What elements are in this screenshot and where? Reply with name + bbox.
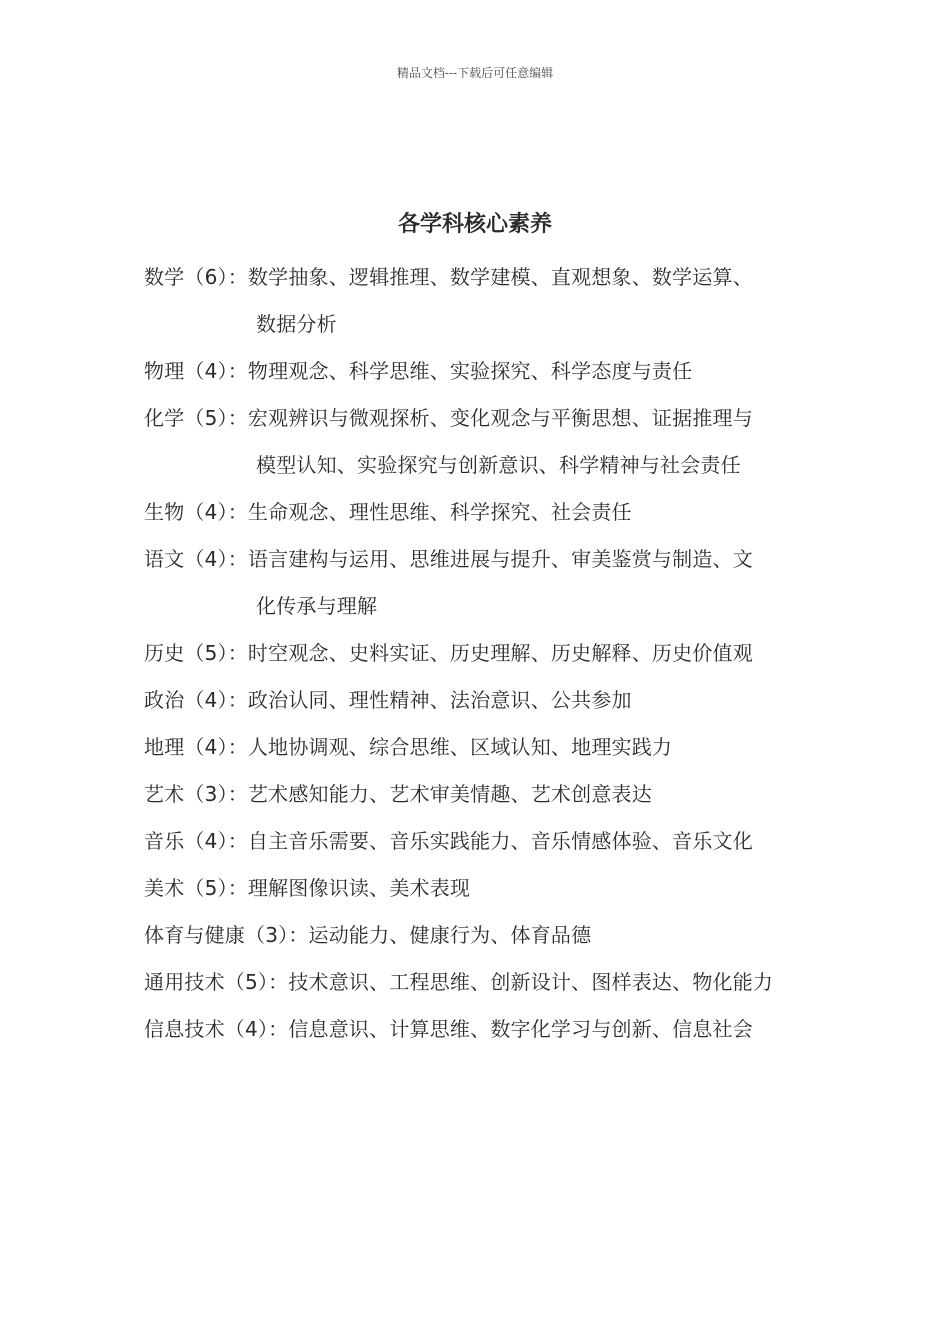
subject-line-continuation: 化传承与理解 <box>256 594 378 618</box>
subject-line: 美术（5）：理解图像识读、美术表现 <box>144 876 471 900</box>
subject-entry-chemistry <box>144 406 812 477</box>
subject-line-continuation: 数据分析 <box>256 312 337 336</box>
subject-entry-chinese <box>144 547 812 618</box>
subject-entry-music <box>144 829 812 853</box>
subject-line: 语文（4）：语言建构与运用、思维进展与提升、审美鉴赏与制造、文 <box>144 547 753 571</box>
subject-entry-fine-arts <box>144 876 812 900</box>
subject-line: 地理（4）：人地协调观、综合思维、区域认知、地理实践力 <box>144 735 673 759</box>
subject-line: 通用技术（5）：技术意识、工程思维、创新设计、图样表达、物化能力 <box>144 970 774 994</box>
subject-line: 历史（5）：时空观念、史料实证、历史理解、历史解释、历史价值观 <box>144 641 753 665</box>
subject-line: 信息技术（4）：信息意识、计算思维、数字化学习与创新、信息社会 <box>144 1017 753 1041</box>
subject-entry-general-tech <box>144 970 812 994</box>
subject-line: 音乐（4）：自主音乐需要、音乐实践能力、音乐情感体验、音乐文化 <box>144 829 753 853</box>
subject-entry-art <box>144 782 812 806</box>
subject-entry-physics <box>144 359 812 383</box>
subject-entry-biology <box>144 500 812 524</box>
subject-line: 生物（4）：生命观念、理性思维、科学探究、社会责任 <box>144 500 632 524</box>
subject-line: 物理（4）：物理观念、科学思维、实验探究、科学态度与责任 <box>144 359 693 383</box>
document-body <box>144 265 812 1064</box>
subject-entry-math <box>144 265 812 336</box>
subject-entry-geography <box>144 735 812 759</box>
subject-entry-history <box>144 641 812 665</box>
subject-line: 数学（6）：数学抽象、逻辑推理、数学建模、直观想象、数学运算、 <box>144 265 753 289</box>
subject-entry-info-tech <box>144 1017 812 1041</box>
subject-entry-pe-health <box>144 923 812 947</box>
subject-line: 艺术（3）：艺术感知能力、艺术审美情趣、艺术创意表达 <box>144 782 652 806</box>
subject-line: 化学（5）：宏观辨识与微观探析、变化观念与平衡思想、证据推理与 <box>144 406 753 430</box>
subject-entry-politics <box>144 688 812 712</box>
subject-line: 政治（4）：政治认同、理性精神、法治意识、公共参加 <box>144 688 632 712</box>
header-watermark: 精品文档---下载后可任意编辑 <box>396 66 554 80</box>
subject-line: 体育与健康（3）：运动能力、健康行为、体育品德 <box>144 923 592 947</box>
subject-line-continuation: 模型认知、实验探究与创新意识、科学精神与社会责任 <box>256 453 741 477</box>
document-title: 各学科核心素养 <box>397 212 552 237</box>
